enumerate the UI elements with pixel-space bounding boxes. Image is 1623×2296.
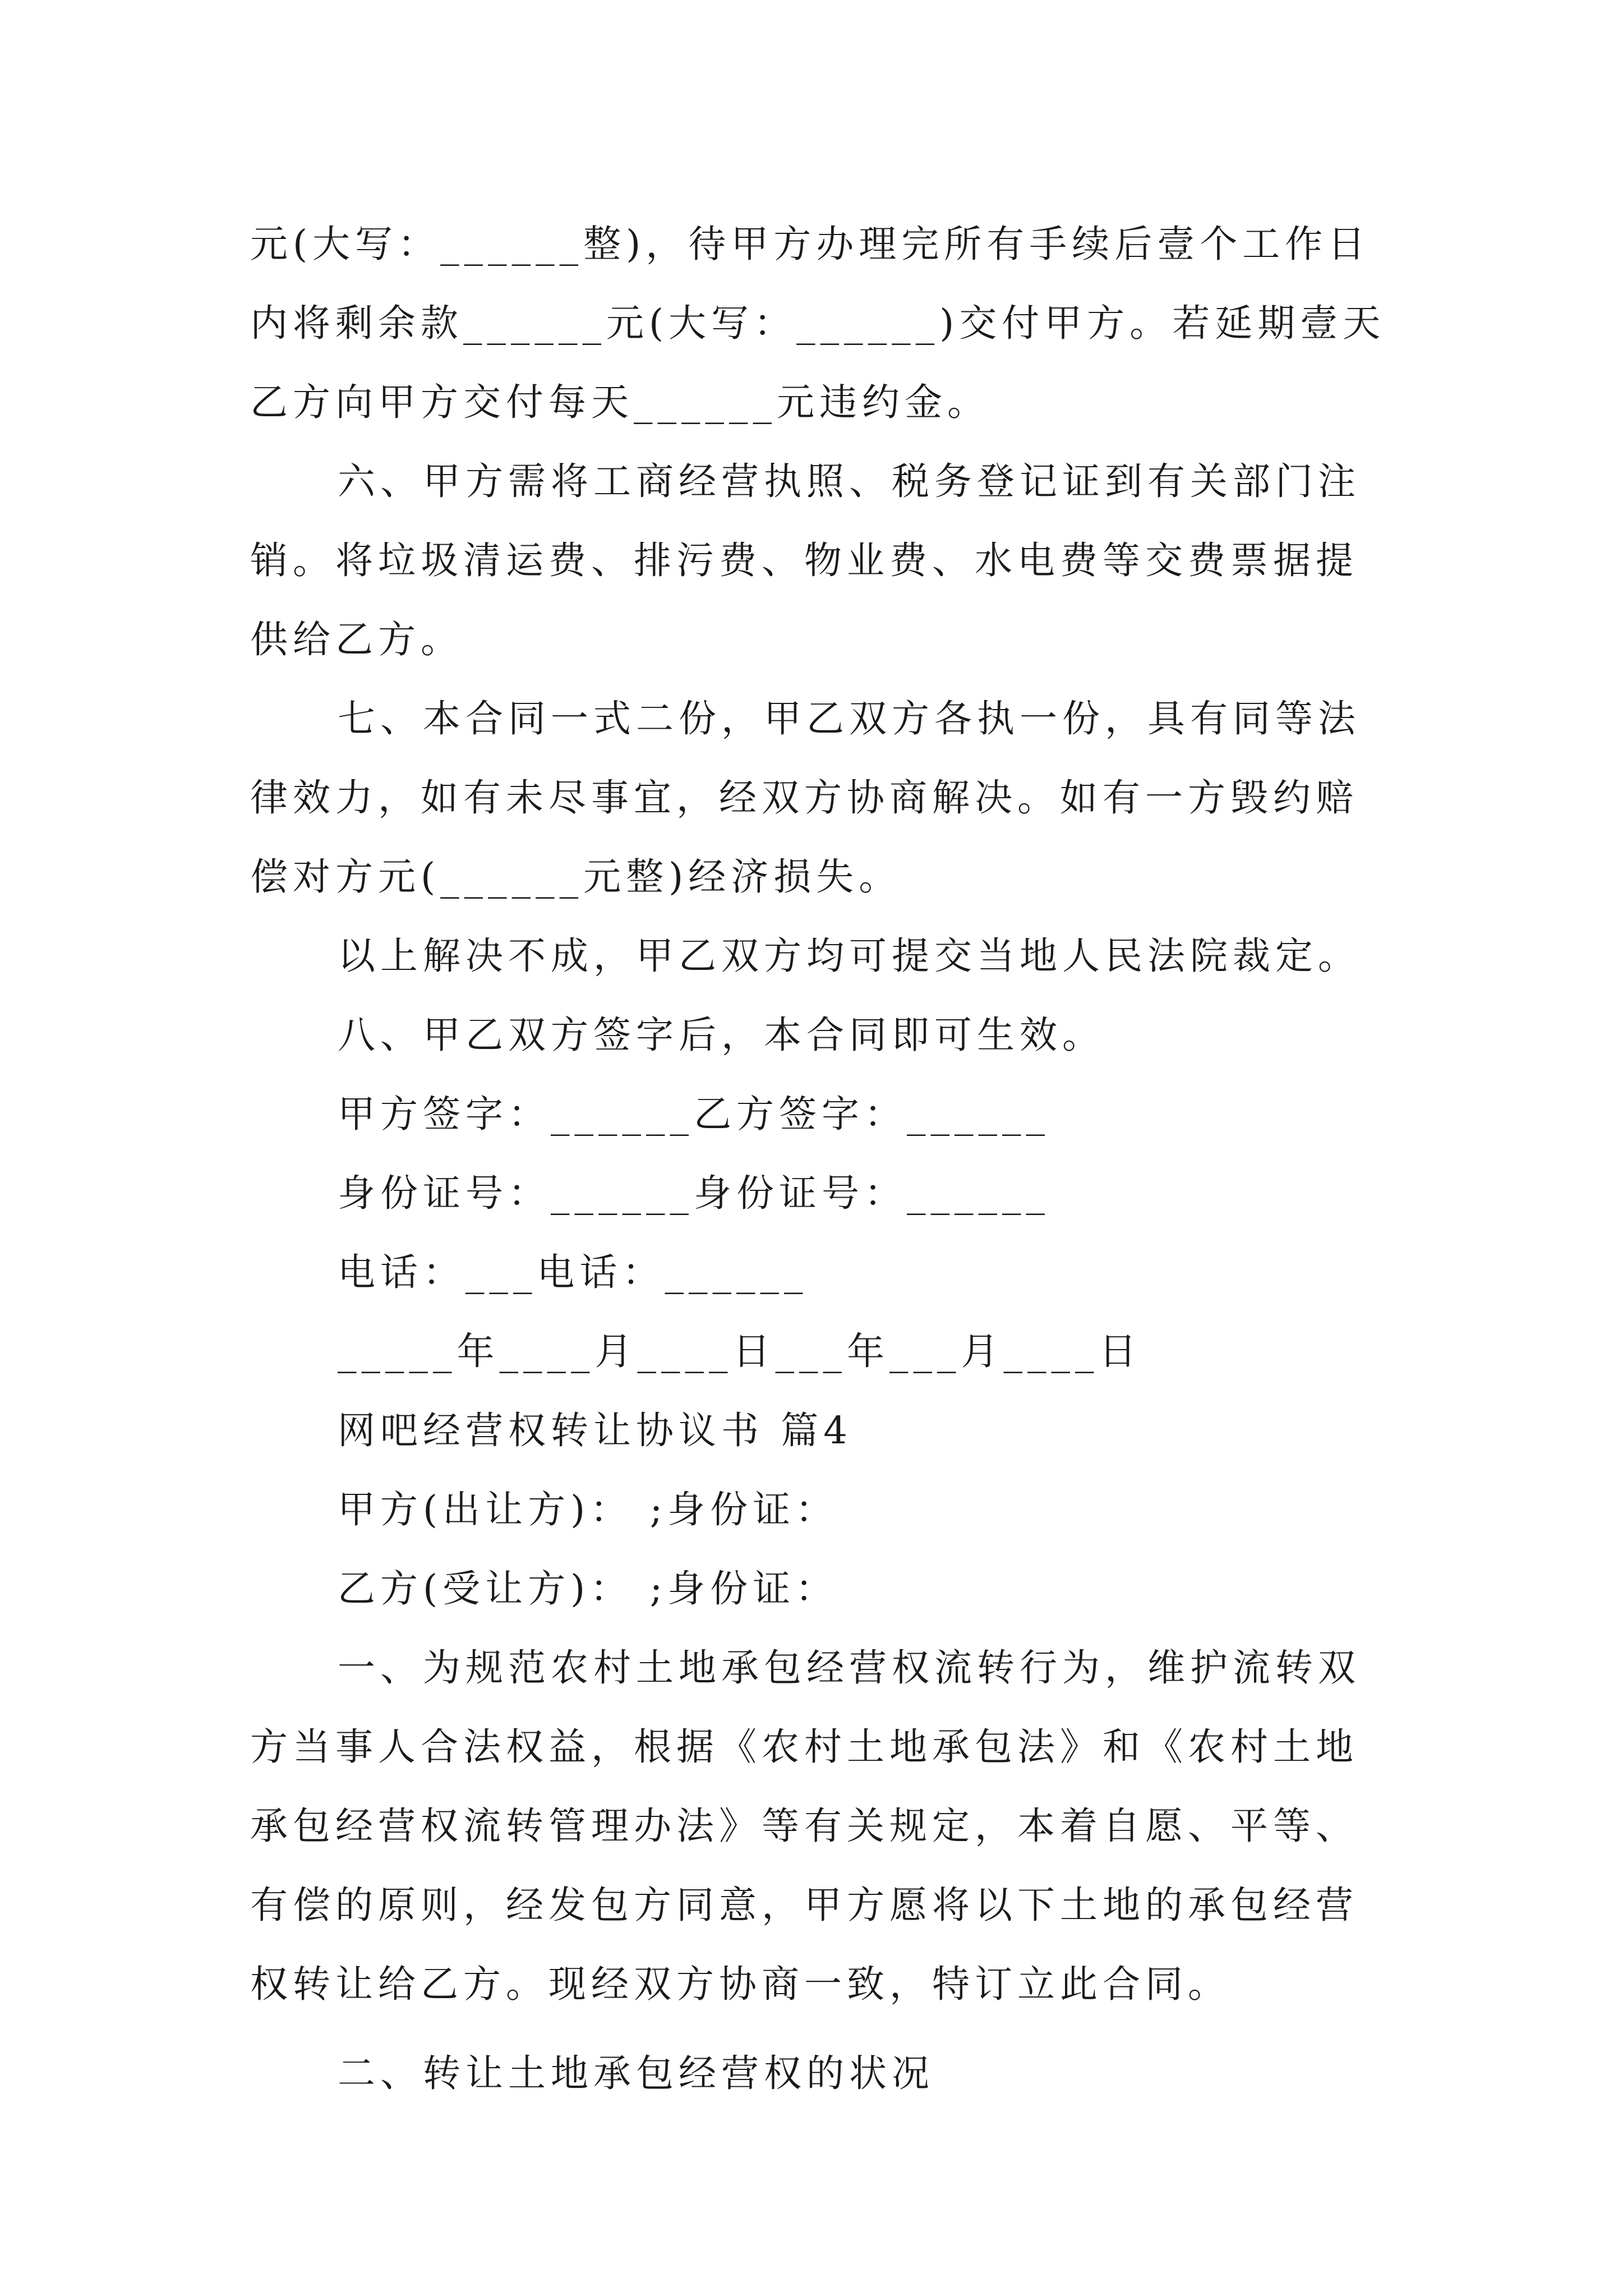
section-title: 网吧经营权转让协议书 篇4 — [338, 1409, 852, 1452]
document-body — [250, 205, 1405, 2113]
date-line: _____年____月____日___年___月____日 — [338, 1329, 1142, 1373]
clause-seven-line: 七、本合同一式二份，甲乙双方各执一份，具有同等法 — [338, 697, 1361, 740]
text-line: 律效力，如有未尽事宜，经双方协商解决。如有一方毁约赔 — [250, 776, 1358, 820]
clause-one-line: 一、为规范农村土地承包经营权流转行为，维护流转双 — [338, 1646, 1361, 1690]
text-line: 偿对方元(______元整)经济损失。 — [250, 855, 902, 899]
text-line: 方当事人合法权益，根据《农村土地承包法》和《农村土地 — [250, 1725, 1358, 1769]
phone-line: 电话：___电话：______ — [338, 1250, 808, 1294]
party-a-line: 甲方(出让方)： ;身份证： — [338, 1488, 838, 1531]
party-b-line: 乙方(受让方)： ;身份证： — [338, 1567, 838, 1611]
text-line: 权转让给乙方。现经双方协商一致，特订立此合同。 — [250, 1962, 1230, 2006]
signature-line: 甲方签字：______乙方签字：______ — [338, 1092, 1050, 1136]
clause-two-line: 二、转让土地承包经营权的状况 — [338, 2051, 934, 2095]
text-line: 有偿的原则，经发包方同意，甲方愿将以下土地的承包经营 — [250, 1883, 1358, 1927]
text-line: 销。将垃圾清运费、排污费、物业费、水电费等交费票据提 — [250, 539, 1358, 582]
text-line: 内将剩余款______元(大写：______)交付甲方。若延期壹天 — [250, 301, 1386, 345]
clause-six-line: 六、甲方需将工商经营执照、税务登记证到有关部门注 — [338, 459, 1361, 503]
text-line: 承包经营权流转管理办法》等有关规定，本着自愿、平等、 — [250, 1804, 1358, 1848]
text-line: 元(大写：______整)，待甲方办理完所有手续后壹个工作日 — [250, 222, 1371, 266]
dispute-line: 以上解决不成，甲乙双方均可提交当地人民法院裁定。 — [338, 934, 1361, 978]
text-line: 乙方向甲方交付每天______元违约金。 — [250, 380, 990, 424]
text-line: 供给乙方。 — [250, 618, 463, 661]
clause-eight-line: 八、甲乙双方签字后，本合同即可生效。 — [338, 1013, 1105, 1057]
id-number-line: 身份证号：______身份证号：______ — [338, 1171, 1050, 1215]
